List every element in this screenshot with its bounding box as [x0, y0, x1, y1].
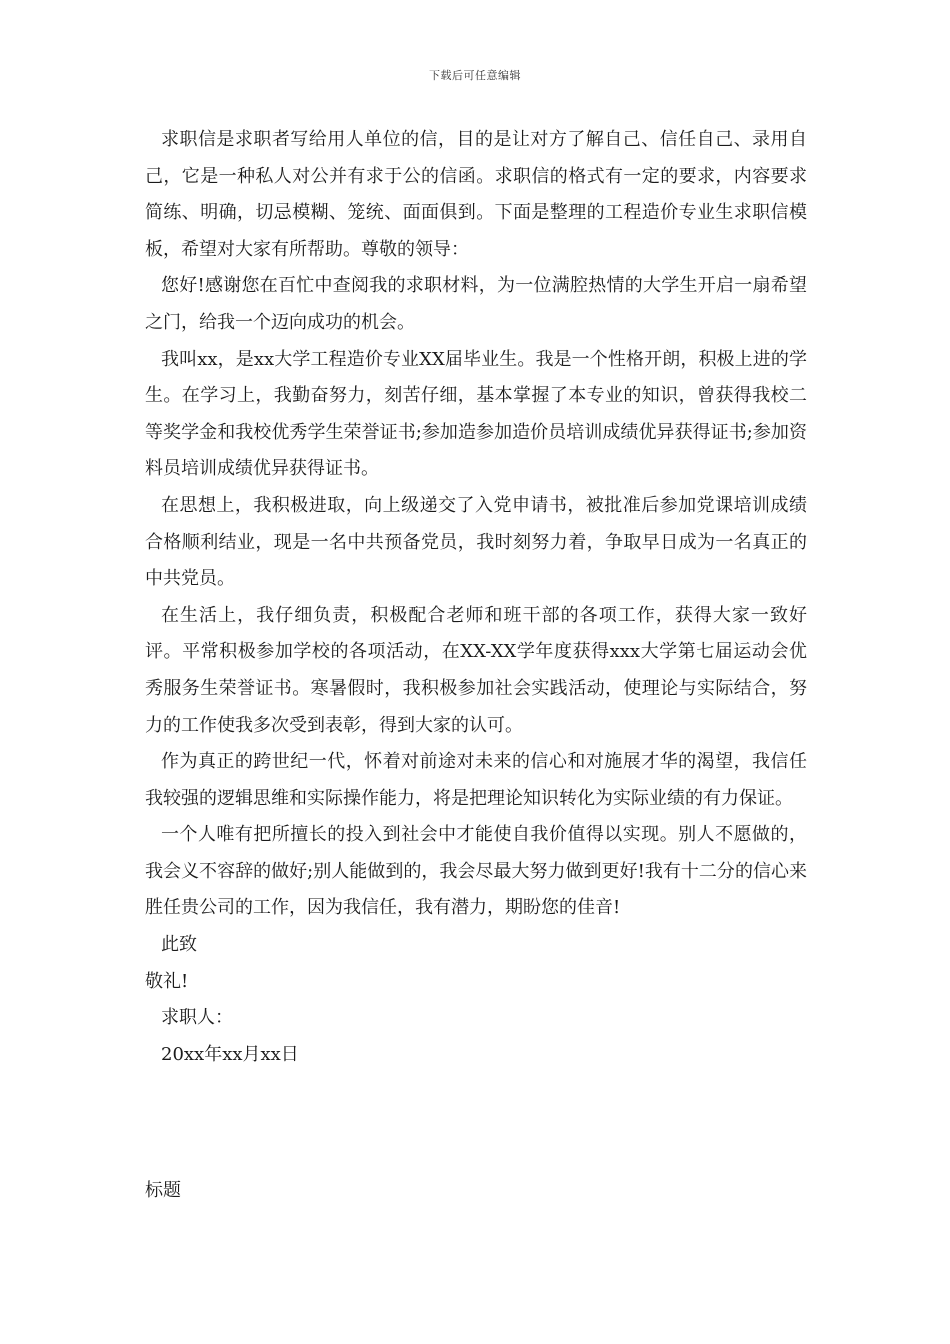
- paragraph-greeting: 您好!感谢您在百忙中查阅我的求职材料，为一位满腔热情的大学生开启一扇希望之门，给我一个迈向成功的机会。: [145, 275, 807, 333]
- paragraph-conclusion: 一个人唯有把所擅长的投入到社会中才能使自我价值得以实现。别人不愿做的，我会义不容辞的做好;别人能做到的，我会尽最大努力做到更好!我有十二分的信心来胜任贵公司的工作，因为我信任，我有潜力，期盼您的佳音!: [145, 824, 807, 919]
- closing-salutation: 此致: [161, 934, 197, 956]
- closing-regards: 敬礼!: [145, 970, 189, 992]
- paragraph-life: 在生活上，我仔细负责，积极配合老师和班干部的各项工作，获得大家一致好评。平常积极参加学校的各项活动，在XX-XX学年度获得xxx大学第七届运动会优秀服务生荣誉证书。寒暑假时，我积极参加社会实践活动，使理论与实际结合，努力的工作使我多次受到表彰，得到大家的认可。: [145, 604, 807, 736]
- signature-label: 求职人：: [161, 1007, 233, 1029]
- paragraph-intro: 求职信是求职者写给用人单位的信，目的是让对方了解自己、信任自己、录用自己，它是一种私人对公并有求于公的信函。求职信的格式有一定的要求，内容要求简练、明确，切忌模糊、笼统、面面俱到。下面是整理的工程造价专业生求职信模板，希望对大家有所帮助。尊敬的领导：: [145, 129, 807, 260]
- paragraph-confidence: 作为真正的跨世纪一代，怀着对前途对未来的信心和对施展才华的渴望，我信任我较强的逻辑思维和实际操作能力，将是把理论知识转化为实际业绩的有力保证。: [145, 751, 807, 809]
- paragraph-ideology: 在思想上，我积极进取，向上级递交了入党申请书，被批准后参加党课培训成绩合格顺利结业，现是一名中共预备党员，我时刻努力着，争取早日成为一名真正的中共党员。: [145, 494, 807, 590]
- header-note: 下载后可任意编辑: [429, 69, 521, 82]
- paragraph-self-intro: 我叫xx，是xx大学工程造价专业XX届毕业生。我是一个性格开朗，积极上进的学生。在学习上，我勤奋努力，刻苦仔细，基本掌握了本专业的知识，曾获得我校二等奖学金和我校优秀学生荣誉证书;参加造参加造价员培训成绩优异获得证书;参加资料员培训成绩优异获得证书。: [145, 348, 807, 480]
- footer-title-tag: 标题: [145, 1180, 181, 1201]
- letter-date: 20xx年xx月xx日: [161, 1043, 299, 1065]
- letter-body: [145, 122, 807, 1073]
